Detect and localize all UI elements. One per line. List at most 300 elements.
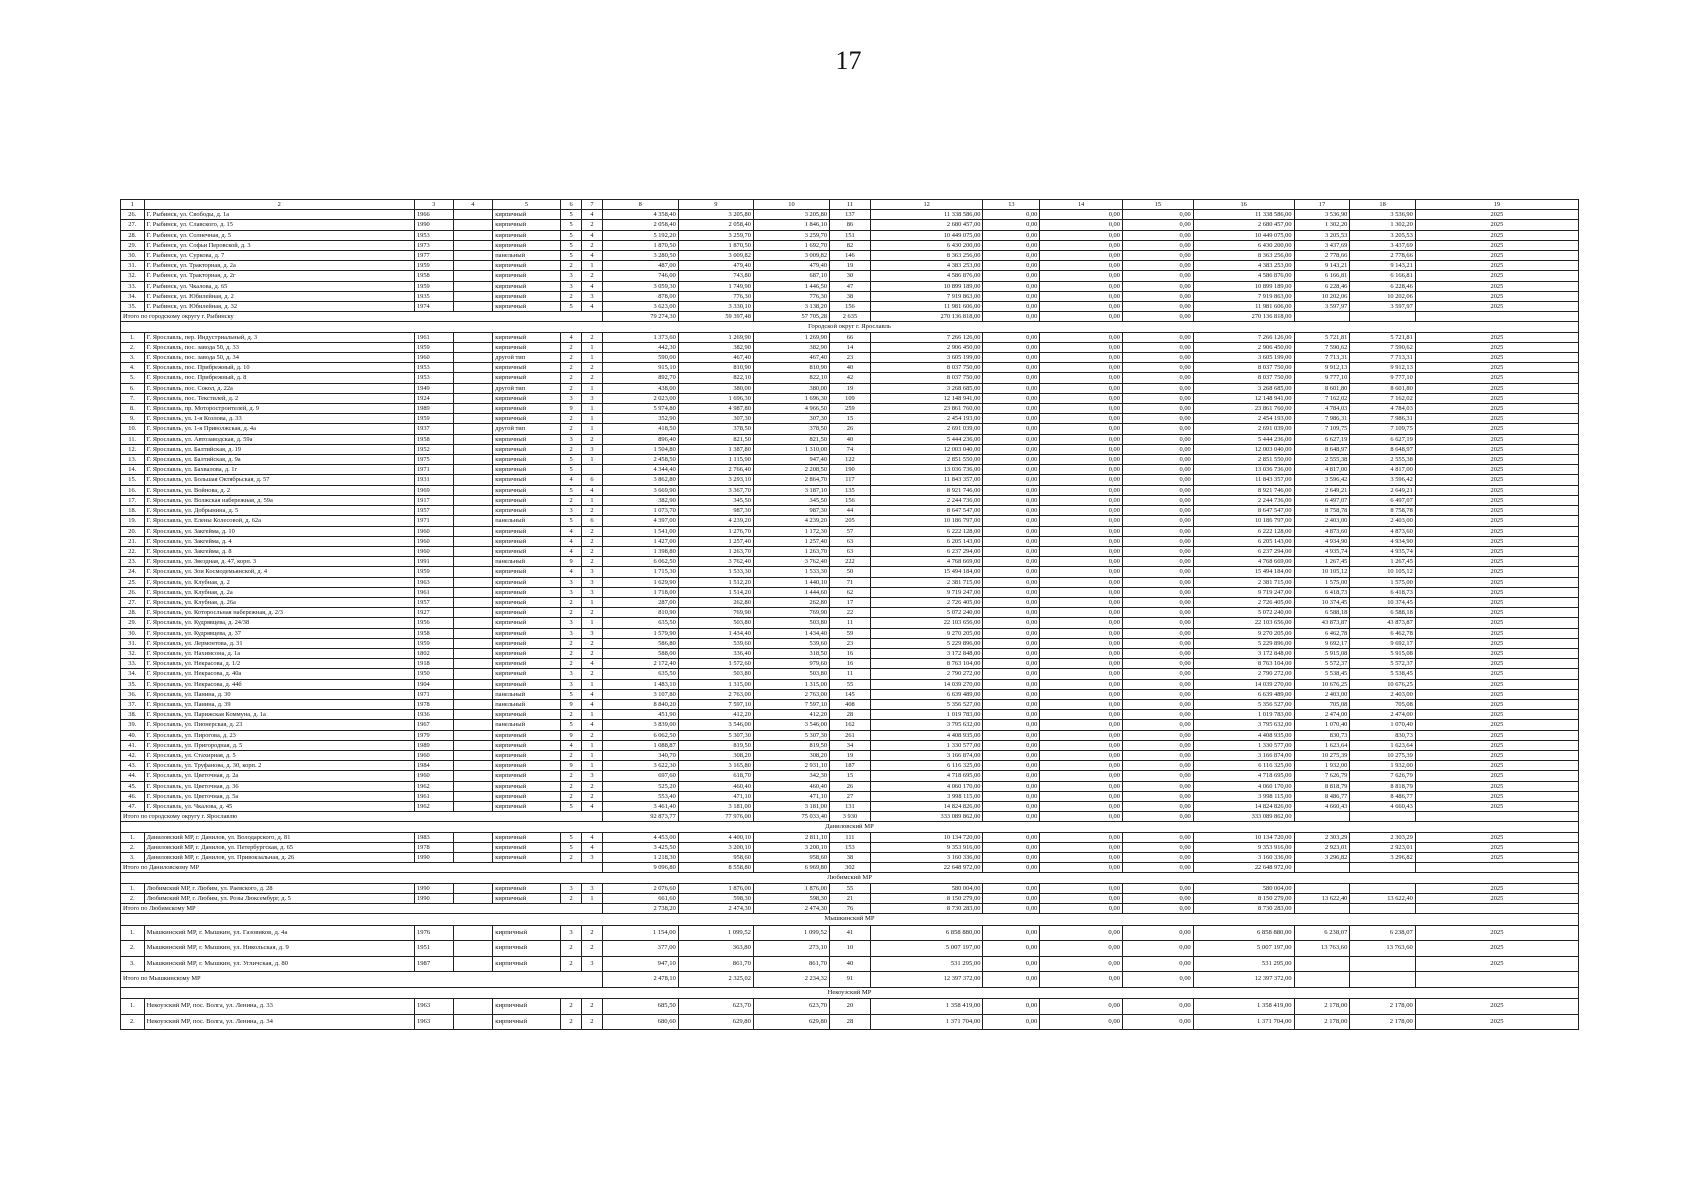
table-cell: 1904 bbox=[414, 679, 453, 689]
table-cell: 412,20 bbox=[753, 710, 829, 720]
table-cell: 11 843 357,00 bbox=[1193, 475, 1294, 485]
table-cell: 2. bbox=[121, 342, 145, 352]
table-cell: 1949 bbox=[414, 383, 453, 393]
group-total-empty-cell bbox=[1294, 863, 1350, 873]
table-cell: 23 bbox=[830, 353, 871, 363]
table-cell: 1983 bbox=[414, 832, 453, 842]
table-cell: 3 bbox=[582, 577, 602, 587]
table-cell: кирпичный bbox=[493, 291, 561, 301]
table-cell: 2 058,40 bbox=[678, 220, 753, 230]
table-cell: 3 bbox=[560, 669, 581, 679]
table-cell: 0,00 bbox=[1122, 557, 1193, 567]
table-cell: 117 bbox=[830, 475, 871, 485]
table-cell: 3 605 199,00 bbox=[870, 353, 983, 363]
table-cell: кирпичный bbox=[493, 608, 561, 618]
table-cell: 3 bbox=[582, 444, 602, 454]
table-cell: 2 bbox=[582, 546, 602, 556]
table-cell: 1 bbox=[582, 404, 602, 414]
table-cell bbox=[453, 791, 493, 801]
table-cell: 0,00 bbox=[1040, 842, 1123, 852]
table-cell: 17 bbox=[830, 597, 871, 607]
table-cell: 471,10 bbox=[753, 791, 829, 801]
table-cell: 418,50 bbox=[602, 424, 678, 434]
table-row bbox=[121, 506, 1579, 516]
table-cell: 4 453,00 bbox=[602, 832, 678, 842]
column-number-cell: 18 bbox=[1350, 200, 1415, 210]
table-cell: 10 449 075,00 bbox=[1193, 230, 1294, 240]
table-cell: 109 bbox=[830, 393, 871, 403]
table-cell: 0,00 bbox=[983, 608, 1040, 618]
table-cell: 0,00 bbox=[1040, 893, 1123, 903]
table-cell: 35. bbox=[121, 302, 145, 312]
table-cell: 1. bbox=[121, 999, 145, 1015]
table-cell: 0,00 bbox=[1122, 332, 1193, 342]
table-cell: 0,00 bbox=[1122, 414, 1193, 424]
table-cell: кирпичный bbox=[493, 546, 561, 556]
table-cell: 3 596,42 bbox=[1350, 475, 1415, 485]
table-cell: 1 263,70 bbox=[753, 546, 829, 556]
table-cell: 4 bbox=[582, 251, 602, 261]
table-cell: 6 418,73 bbox=[1294, 587, 1350, 597]
table-cell: кирпичный bbox=[493, 648, 561, 658]
table-cell: 3 205,53 bbox=[1350, 230, 1415, 240]
column-number-cell: 2 bbox=[144, 200, 414, 210]
table-cell: 1 bbox=[582, 893, 602, 903]
table-cell: 3 795 632,00 bbox=[870, 720, 983, 730]
table-cell: кирпичный bbox=[493, 956, 561, 972]
table-cell: 6 bbox=[582, 516, 602, 526]
table-cell: 7 109,75 bbox=[1294, 424, 1350, 434]
table-cell: 41. bbox=[121, 740, 145, 750]
section-title-row bbox=[121, 322, 1579, 332]
table-row bbox=[121, 638, 1579, 648]
table-cell: 0,00 bbox=[983, 465, 1040, 475]
group-total-cell: 0,00 bbox=[983, 904, 1040, 914]
table-cell: 7 626,79 bbox=[1294, 771, 1350, 781]
table-cell: 2 403,00 bbox=[1294, 516, 1350, 526]
table-cell: Г. Ярославль, ул. Некрасова, д. 40а bbox=[144, 669, 414, 679]
table-cell: Г. Ярославль, ул. Добрынина, д. 5 bbox=[144, 506, 414, 516]
table-cell: 0,00 bbox=[1040, 1014, 1123, 1030]
table-cell: 2025 bbox=[1415, 240, 1578, 250]
table-cell: 0,00 bbox=[983, 893, 1040, 903]
table-cell: 2025 bbox=[1415, 648, 1578, 658]
table-cell: 0,00 bbox=[1122, 842, 1193, 852]
table-cell: 1 358 419,00 bbox=[870, 999, 983, 1015]
table-cell: 1 bbox=[582, 495, 602, 505]
table-cell: 9. bbox=[121, 414, 145, 424]
table-cell: 3 bbox=[560, 434, 581, 444]
table-cell: 2025 bbox=[1415, 342, 1578, 352]
section-title: Даниловский МР bbox=[121, 822, 1579, 832]
table-cell bbox=[453, 383, 493, 393]
table-cell: 8 601,80 bbox=[1294, 383, 1350, 393]
table-cell: 1 749,90 bbox=[678, 281, 753, 291]
table-cell: 5 bbox=[560, 842, 581, 852]
group-total-cell: 0,00 bbox=[1040, 812, 1123, 822]
table-cell: 1918 bbox=[414, 659, 453, 669]
table-cell: 487,00 bbox=[602, 261, 678, 271]
table-cell: 11 981 606,00 bbox=[870, 302, 983, 312]
page-number: 17 bbox=[835, 46, 862, 75]
table-cell: 31. bbox=[121, 638, 145, 648]
table-cell: 7 626,79 bbox=[1350, 771, 1415, 781]
group-total-cell: 57 705,28 bbox=[753, 312, 829, 322]
table-cell: 6 639 489,00 bbox=[870, 689, 983, 699]
table-cell: 1 bbox=[582, 383, 602, 393]
table-cell: 1 218,30 bbox=[602, 853, 678, 863]
group-total-cell: 3 930 bbox=[830, 812, 871, 822]
table-cell: 4 bbox=[582, 659, 602, 669]
table-cell: 1924 bbox=[414, 393, 453, 403]
table-cell: 363,80 bbox=[678, 941, 753, 957]
table-cell: 0,00 bbox=[1122, 893, 1193, 903]
table-cell bbox=[453, 363, 493, 373]
table-cell: 705,08 bbox=[1294, 699, 1350, 709]
table-cell: 0,00 bbox=[1040, 999, 1123, 1015]
table-cell: 2 bbox=[582, 434, 602, 444]
table-row bbox=[121, 648, 1579, 658]
table-cell: 0,00 bbox=[1040, 699, 1123, 709]
table-cell: 10 676,25 bbox=[1294, 679, 1350, 689]
table-cell: 378,50 bbox=[678, 424, 753, 434]
table-cell: 5 721,81 bbox=[1350, 332, 1415, 342]
table-cell: 2025 bbox=[1415, 832, 1578, 842]
table-cell: 0,00 bbox=[983, 771, 1040, 781]
table-cell: кирпичный bbox=[493, 332, 561, 342]
table-cell: 1. bbox=[121, 925, 145, 941]
table-cell: 2 bbox=[560, 495, 581, 505]
table-row bbox=[121, 956, 1579, 972]
table-row bbox=[121, 883, 1579, 893]
table-cell bbox=[453, 893, 493, 903]
table-cell: 2 bbox=[560, 261, 581, 271]
table-cell: 0,00 bbox=[1122, 271, 1193, 281]
table-cell: 3. bbox=[121, 956, 145, 972]
table-cell: 5. bbox=[121, 373, 145, 383]
table-cell: 0,00 bbox=[983, 536, 1040, 546]
table-cell: 6 116 325,00 bbox=[1193, 761, 1294, 771]
table-cell: 0,00 bbox=[983, 740, 1040, 750]
table-cell bbox=[453, 832, 493, 842]
table-cell: 3 546,00 bbox=[753, 720, 829, 730]
table-cell: кирпичный bbox=[493, 740, 561, 750]
table-cell: 442,30 bbox=[602, 342, 678, 352]
table-cell: 1 276,70 bbox=[678, 526, 753, 536]
table-cell: 4 bbox=[582, 210, 602, 220]
group-total-label: Итого по Мышкинскому МР bbox=[121, 972, 603, 988]
table-cell: 5 bbox=[560, 485, 581, 495]
table-cell: 0,00 bbox=[1122, 761, 1193, 771]
table-cell: 0,00 bbox=[1040, 659, 1123, 669]
table-row bbox=[121, 587, 1579, 597]
table-cell: 687,10 bbox=[753, 271, 829, 281]
table-cell: 13 036 736,00 bbox=[1193, 465, 1294, 475]
table-cell: 1 267,45 bbox=[1350, 557, 1415, 567]
table-cell: 5 356 527,00 bbox=[870, 699, 983, 709]
table-cell: 1 099,52 bbox=[678, 925, 753, 941]
table-cell bbox=[453, 720, 493, 730]
table-cell: 32. bbox=[121, 648, 145, 658]
table-cell: 1959 bbox=[414, 414, 453, 424]
table-cell: 2 bbox=[560, 444, 581, 454]
table-cell: 503,80 bbox=[678, 618, 753, 628]
table-cell: 4 768 669,00 bbox=[1193, 557, 1294, 567]
table-cell bbox=[453, 710, 493, 720]
table-cell: 0,00 bbox=[1040, 597, 1123, 607]
table-cell: 4 817,00 bbox=[1294, 465, 1350, 475]
table-cell bbox=[453, 281, 493, 291]
table-cell: 776,30 bbox=[678, 291, 753, 301]
table-cell: 4 239,20 bbox=[678, 516, 753, 526]
table-cell: 2 bbox=[560, 597, 581, 607]
table-cell: 1991 bbox=[414, 557, 453, 567]
table-cell: 2 381 715,00 bbox=[870, 577, 983, 587]
table-cell: 287,00 bbox=[602, 597, 678, 607]
table-cell: 156 bbox=[830, 302, 871, 312]
table-cell: 2025 bbox=[1415, 771, 1578, 781]
table-cell: 9 912,13 bbox=[1350, 363, 1415, 373]
table-cell: 2025 bbox=[1415, 720, 1578, 730]
table-cell: 14 039 270,00 bbox=[1193, 679, 1294, 689]
table-body bbox=[121, 200, 1579, 1030]
table-cell: 5 721,81 bbox=[1294, 332, 1350, 342]
table-cell: 0,00 bbox=[1040, 332, 1123, 342]
table-cell: 59 bbox=[830, 628, 871, 638]
table-cell: 8 486,77 bbox=[1350, 791, 1415, 801]
table-cell: Г. Ярославль, ул. Некрасова, д. 44б bbox=[144, 679, 414, 689]
table-cell: 4 400,10 bbox=[678, 832, 753, 842]
table-row bbox=[121, 781, 1579, 791]
table-row bbox=[121, 679, 1579, 689]
table-cell: 0,00 bbox=[983, 791, 1040, 801]
table-cell: 0,00 bbox=[1040, 373, 1123, 383]
table-cell: 1 446,50 bbox=[753, 281, 829, 291]
table-cell: 205 bbox=[830, 516, 871, 526]
table-cell: 6 205 143,00 bbox=[1193, 536, 1294, 546]
table-cell: 1 572,60 bbox=[678, 659, 753, 669]
table-cell bbox=[453, 251, 493, 261]
table-cell: 40 bbox=[830, 434, 871, 444]
group-total-cell: 2 474,30 bbox=[753, 904, 829, 914]
table-cell: 3 166 874,00 bbox=[1193, 750, 1294, 760]
table-cell: 987,30 bbox=[678, 506, 753, 516]
table-cell: Г. Ярославль, ул. Закгейма, д. 8 bbox=[144, 546, 414, 556]
table-cell: 2025 bbox=[1415, 393, 1578, 403]
table-cell: 2 bbox=[560, 781, 581, 791]
table-cell: 2 bbox=[560, 956, 581, 972]
table-row bbox=[121, 465, 1579, 475]
table-cell: 7 109,75 bbox=[1350, 424, 1415, 434]
table-cell: 0,00 bbox=[1122, 801, 1193, 811]
table-cell: 336,40 bbox=[678, 648, 753, 658]
table-cell: 7 986,31 bbox=[1294, 414, 1350, 424]
table-cell: 86 bbox=[830, 220, 871, 230]
table-cell: 2 023,00 bbox=[602, 393, 678, 403]
table-cell: 4 873,60 bbox=[1350, 526, 1415, 536]
table-cell: 7 713,31 bbox=[1294, 353, 1350, 363]
table-cell: 3 bbox=[560, 618, 581, 628]
table-cell: 1971 bbox=[414, 465, 453, 475]
table-cell: 2025 bbox=[1415, 801, 1578, 811]
table-cell: Г. Рыбинск, ул. Юбилейная, д. 2 bbox=[144, 291, 414, 301]
table-cell: 0,00 bbox=[1040, 557, 1123, 567]
table-cell: 1950 bbox=[414, 669, 453, 679]
table-cell: 4 bbox=[582, 720, 602, 730]
table-row bbox=[121, 669, 1579, 679]
table-cell: 8. bbox=[121, 404, 145, 414]
table-cell: 3 762,40 bbox=[678, 557, 753, 567]
table-cell: 588,00 bbox=[602, 648, 678, 658]
table-cell: 42. bbox=[121, 750, 145, 760]
section-title-row bbox=[121, 822, 1579, 832]
table-row bbox=[121, 750, 1579, 760]
table-cell: 6 627,19 bbox=[1350, 434, 1415, 444]
table-cell: 6 418,73 bbox=[1350, 587, 1415, 597]
table-cell: 0,00 bbox=[1122, 956, 1193, 972]
table-cell: 21. bbox=[121, 536, 145, 546]
table-cell: Г. Ярославль, ул. Закгейма, д. 10 bbox=[144, 526, 414, 536]
table-cell: 2 bbox=[560, 424, 581, 434]
table-cell: 28. bbox=[121, 230, 145, 240]
table-cell: 0,00 bbox=[1040, 475, 1123, 485]
table-cell: Г. Ярославль, ул. Парижская Коммуна, д. 1а bbox=[144, 710, 414, 720]
table-cell: 3 bbox=[560, 506, 581, 516]
table-cell: 0,00 bbox=[1122, 281, 1193, 291]
group-total-cell: 92 873,77 bbox=[602, 812, 678, 822]
table-cell: 44 bbox=[830, 506, 871, 516]
table-cell: 10 449 075,00 bbox=[870, 230, 983, 240]
table-cell: 3 330,10 bbox=[678, 302, 753, 312]
table-cell: 1 575,00 bbox=[1294, 577, 1350, 587]
table-cell: Г. Ярославль, ул. Некрасова, д. 1/2 bbox=[144, 659, 414, 669]
table-cell bbox=[453, 740, 493, 750]
table-cell: 1990 bbox=[414, 883, 453, 893]
table-cell bbox=[453, 699, 493, 709]
table-cell: 1 541,00 bbox=[602, 526, 678, 536]
table-cell: Г. Рыбинск, ул. Суркова, д. 7 bbox=[144, 251, 414, 261]
table-cell: 525,20 bbox=[602, 781, 678, 791]
table-cell: 1 696,30 bbox=[753, 393, 829, 403]
table-cell: 1961 bbox=[414, 791, 453, 801]
table-cell: 618,70 bbox=[678, 771, 753, 781]
group-total-cell: 59 397,48 bbox=[678, 312, 753, 322]
table-cell: Г. Ярославль, ул. Стахирная, д. 5 bbox=[144, 750, 414, 760]
table-cell: 6 858 880,00 bbox=[870, 925, 983, 941]
table-cell: 467,40 bbox=[678, 353, 753, 363]
table-cell: 0,00 bbox=[1040, 424, 1123, 434]
table-cell: 2 906 450,00 bbox=[1193, 342, 1294, 352]
table-cell: 50 bbox=[830, 567, 871, 577]
table-cell: 0,00 bbox=[983, 689, 1040, 699]
table-cell: 2. bbox=[121, 941, 145, 957]
table-cell: кирпичный bbox=[493, 750, 561, 760]
table-cell: 5 072 240,00 bbox=[1193, 608, 1294, 618]
table-cell: 0,00 bbox=[983, 669, 1040, 679]
table-cell: Г. Ярославль, пос. завода 50, д. 34 bbox=[144, 353, 414, 363]
table-cell: 1984 bbox=[414, 761, 453, 771]
group-total-row bbox=[121, 863, 1579, 873]
table-cell bbox=[453, 883, 493, 893]
table-cell: 2 bbox=[582, 506, 602, 516]
table-cell: 2025 bbox=[1415, 628, 1578, 638]
table-cell: 3 669,90 bbox=[602, 485, 678, 495]
table-cell: 6 205 143,00 bbox=[870, 536, 983, 546]
table-cell: 2025 bbox=[1415, 883, 1578, 893]
column-number-cell: 14 bbox=[1040, 200, 1123, 210]
table-cell: 5 444 236,00 bbox=[870, 434, 983, 444]
group-total-row bbox=[121, 812, 1579, 822]
table-cell: 6 222 128,00 bbox=[870, 526, 983, 536]
section-title-row bbox=[121, 987, 1579, 999]
table-cell bbox=[453, 271, 493, 281]
table-cell: 10 186 797,00 bbox=[870, 516, 983, 526]
table-cell: 43. bbox=[121, 761, 145, 771]
table-cell: 1990 bbox=[414, 853, 453, 863]
table-cell: 1 bbox=[582, 597, 602, 607]
table-cell: кирпичный bbox=[493, 597, 561, 607]
table-cell: Мышкинский МР, г. Мышкин, ул. Никольская, д. 9 bbox=[144, 941, 414, 957]
table-cell: 2025 bbox=[1415, 281, 1578, 291]
table-cell: 308,20 bbox=[753, 750, 829, 760]
table-cell: 0,00 bbox=[1040, 404, 1123, 414]
table-cell: 1979 bbox=[414, 730, 453, 740]
table-cell: 7 597,10 bbox=[753, 699, 829, 709]
table-cell bbox=[453, 999, 493, 1015]
table-cell: 0,00 bbox=[1040, 261, 1123, 271]
table-cell bbox=[453, 608, 493, 618]
table-cell: 2025 bbox=[1415, 444, 1578, 454]
table-cell: 1952 bbox=[414, 444, 453, 454]
table-cell: 0,00 bbox=[1040, 393, 1123, 403]
table-cell: 1 bbox=[582, 679, 602, 689]
table-cell: 22. bbox=[121, 546, 145, 556]
table-cell: 9 777,10 bbox=[1294, 373, 1350, 383]
group-total-cell: 0,00 bbox=[983, 312, 1040, 322]
table-cell: 6 228,46 bbox=[1294, 281, 1350, 291]
table-cell: 0,00 bbox=[1122, 291, 1193, 301]
table-cell: 2 bbox=[582, 536, 602, 546]
table-cell: 3 205,80 bbox=[678, 210, 753, 220]
table-cell: кирпичный bbox=[493, 941, 561, 957]
table-cell: 5 bbox=[560, 465, 581, 475]
repair-program-table-sheet bbox=[120, 199, 1579, 1030]
table-cell: 1962 bbox=[414, 781, 453, 791]
table-cell: 408 bbox=[830, 699, 871, 709]
table-cell: Г. Рыбинск, ул. Юбилейная, д. 32 bbox=[144, 302, 414, 312]
table-cell: 2 bbox=[582, 332, 602, 342]
table-cell: 4 934,90 bbox=[1294, 536, 1350, 546]
table-cell: 2 680 457,00 bbox=[1193, 220, 1294, 230]
table-cell: 0,00 bbox=[1122, 750, 1193, 760]
table-cell: 1 bbox=[582, 455, 602, 465]
table-cell: 340,70 bbox=[602, 750, 678, 760]
table-cell: 0,00 bbox=[1122, 679, 1193, 689]
table-cell: 27. bbox=[121, 220, 145, 230]
table-cell: 743,80 bbox=[678, 271, 753, 281]
column-number-cell: 8 bbox=[602, 200, 678, 210]
table-cell: 2 bbox=[582, 220, 602, 230]
column-number-cell: 1 bbox=[121, 200, 145, 210]
group-total-empty-cell bbox=[1415, 972, 1578, 988]
table-cell bbox=[453, 597, 493, 607]
table-cell: 7 590,62 bbox=[1294, 342, 1350, 352]
table-cell: 9 bbox=[560, 699, 581, 709]
group-total-cell: 22 648 972,00 bbox=[870, 863, 983, 873]
table-cell: 2 bbox=[582, 638, 602, 648]
table-cell: 821,50 bbox=[678, 434, 753, 444]
table-cell: 1976 bbox=[414, 925, 453, 941]
